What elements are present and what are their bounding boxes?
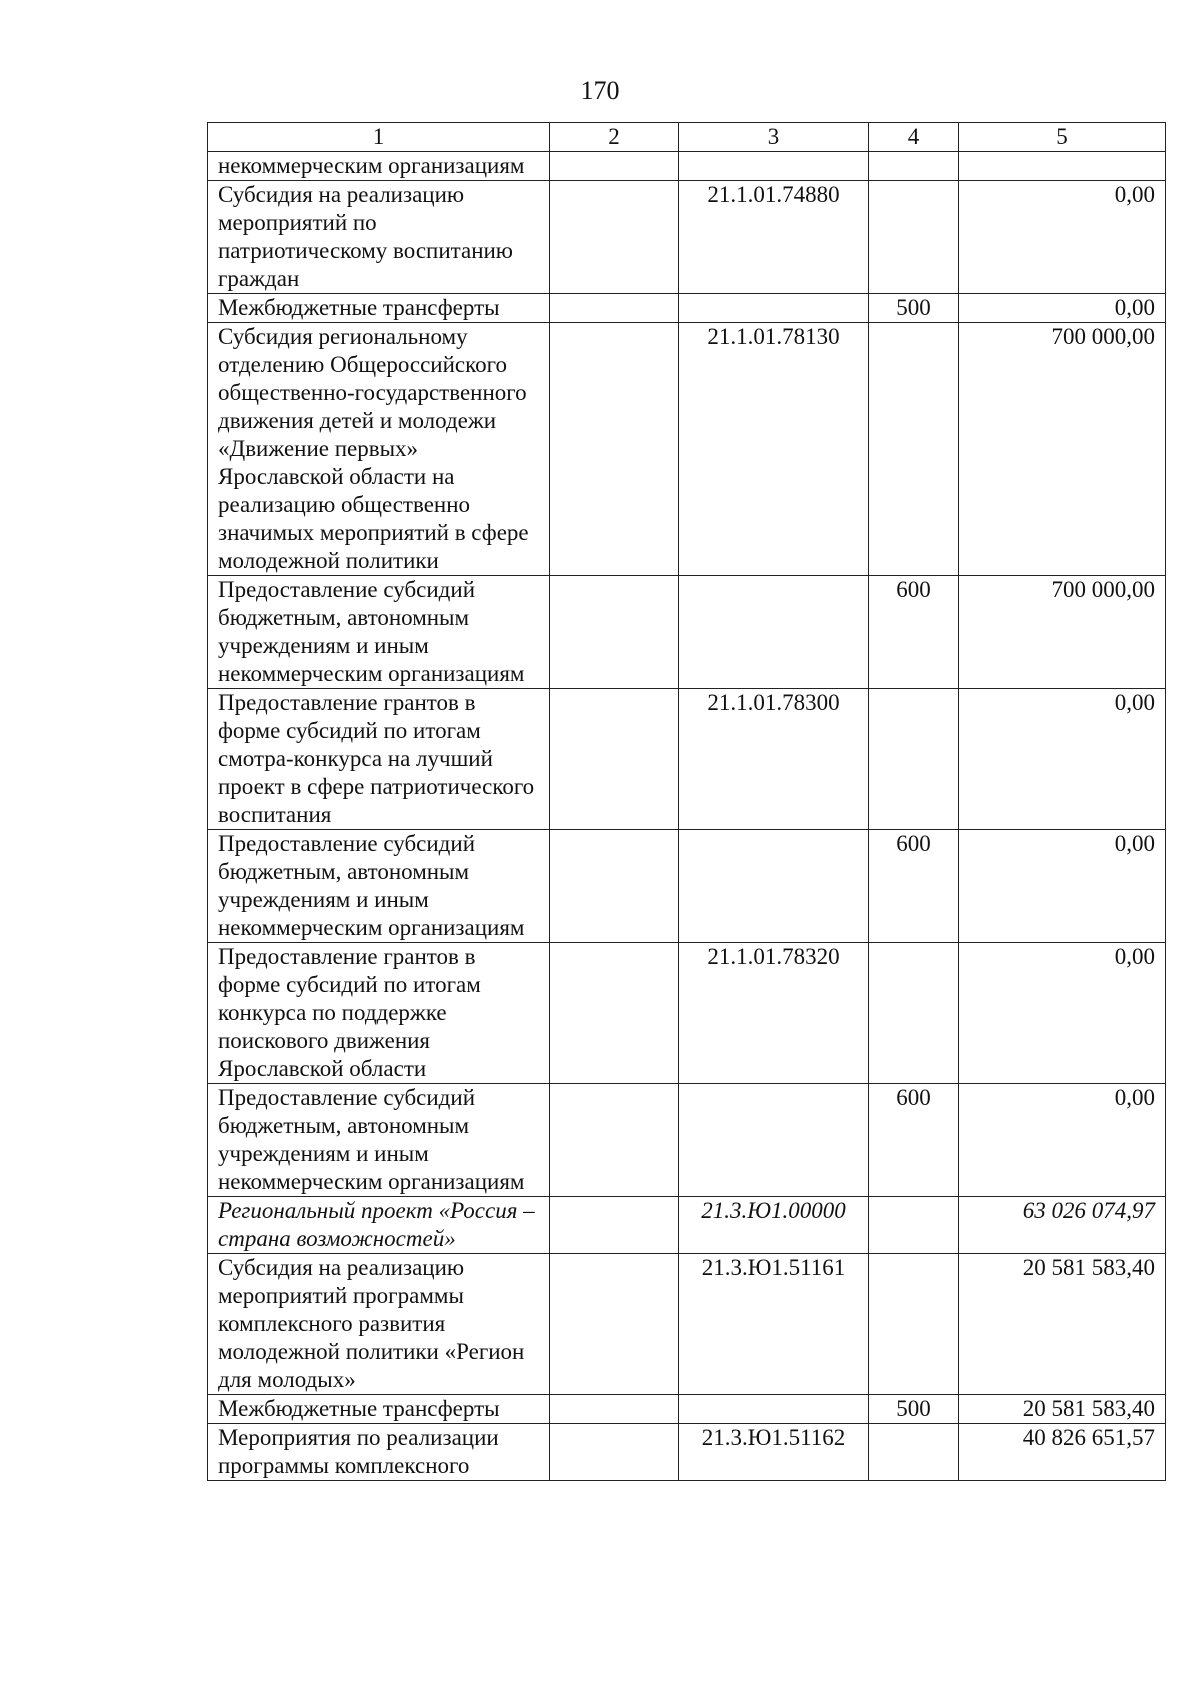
cell-name: Межбюджетные трансферты — [208, 294, 550, 323]
cell-expense-type — [869, 1424, 959, 1481]
table-row — [208, 830, 1166, 943]
cell-name: Предоставление субсидий бюджетным, автономным учреждениям и иным некоммерческим организациям — [208, 830, 550, 943]
cell-amount: 20 581 583,40 — [959, 1254, 1166, 1395]
column-header-2: 2 — [550, 123, 679, 152]
header-row — [208, 123, 1166, 152]
cell-name: Региональный проект «Россия – страна возможностей» — [208, 1197, 550, 1254]
cell-section — [550, 1424, 679, 1481]
cell-expense-type — [869, 323, 959, 576]
cell-amount: 700 000,00 — [959, 576, 1166, 689]
cell-target-code — [679, 1084, 869, 1197]
table-row — [208, 576, 1166, 689]
cell-amount: 40 826 651,57 — [959, 1424, 1166, 1481]
page-number: 170 — [580, 76, 620, 105]
cell-section — [550, 1254, 679, 1395]
table-row — [208, 1197, 1166, 1254]
table-row — [208, 1254, 1166, 1395]
cell-section — [550, 294, 679, 323]
cell-name: Предоставление субсидий бюджетным, автономным учреждениям и иным некоммерческим организациям — [208, 1084, 550, 1197]
cell-amount: 0,00 — [959, 943, 1166, 1084]
cell-expense-type — [869, 1254, 959, 1395]
cell-amount: 0,00 — [959, 294, 1166, 323]
cell-expense-type — [869, 689, 959, 830]
cell-name: Мероприятия по реализации программы комплексного — [208, 1424, 550, 1481]
column-header-1: 1 — [208, 123, 550, 152]
cell-section — [550, 323, 679, 576]
column-header-4: 4 — [869, 123, 959, 152]
cell-name: Субсидия на реализацию мероприятий по патриотическому воспитанию граждан — [208, 181, 550, 294]
cell-expense-type — [869, 152, 959, 181]
cell-target-code — [679, 576, 869, 689]
cell-amount: 0,00 — [959, 181, 1166, 294]
table-row — [208, 1084, 1166, 1197]
cell-section — [550, 576, 679, 689]
cell-target-code: 21.1.01.78130 — [679, 323, 869, 576]
cell-name: Субсидия на реализацию мероприятий программы комплексного развития молодежной политики «Регион для молодых» — [208, 1254, 550, 1395]
cell-section — [550, 1395, 679, 1424]
cell-amount: 700 000,00 — [959, 323, 1166, 576]
cell-name: Предоставление субсидий бюджетным, автономным учреждениям и иным некоммерческим организациям — [208, 576, 550, 689]
cell-name: Предоставление грантов в форме субсидий по итогам конкурса по поддержке поискового движения Ярославской области — [208, 943, 550, 1084]
cell-expense-type — [869, 943, 959, 1084]
table-body — [208, 123, 1166, 1481]
table-row — [208, 323, 1166, 576]
table-row — [208, 943, 1166, 1084]
cell-target-code: 21.3.Ю1.00000 — [679, 1197, 869, 1254]
cell-expense-type: 600 — [869, 1084, 959, 1197]
table-row — [208, 181, 1166, 294]
cell-amount: 0,00 — [959, 830, 1166, 943]
cell-target-code: 21.3.Ю1.51162 — [679, 1424, 869, 1481]
cell-target-code: 21.1.01.78300 — [679, 689, 869, 830]
table-row — [208, 152, 1166, 181]
cell-name: Межбюджетные трансферты — [208, 1395, 550, 1424]
cell-target-code: 21.3.Ю1.51161 — [679, 1254, 869, 1395]
cell-target-code: 21.1.01.78320 — [679, 943, 869, 1084]
cell-expense-type: 600 — [869, 576, 959, 689]
cell-expense-type — [869, 1197, 959, 1254]
cell-section — [550, 689, 679, 830]
table-row — [208, 1395, 1166, 1424]
cell-section — [550, 830, 679, 943]
cell-target-code — [679, 830, 869, 943]
cell-section — [550, 181, 679, 294]
budget-table — [207, 122, 1166, 1481]
cell-name: Субсидия региональному отделению Общероссийского общественно-государственного движения детей и молодежи «Движение первых» Ярославской области на реализацию общественно значимых мероприятий в сфере молодежной политики — [208, 323, 550, 576]
column-header-5: 5 — [959, 123, 1166, 152]
cell-amount: 63 026 074,97 — [959, 1197, 1166, 1254]
cell-section — [550, 1084, 679, 1197]
cell-amount: 0,00 — [959, 689, 1166, 830]
cell-name: некоммерческим организациям — [208, 152, 550, 181]
column-header-3: 3 — [679, 123, 869, 152]
cell-section — [550, 1197, 679, 1254]
cell-section — [550, 943, 679, 1084]
cell-expense-type: 500 — [869, 1395, 959, 1424]
cell-expense-type: 500 — [869, 294, 959, 323]
table-row — [208, 1424, 1166, 1481]
table-row — [208, 689, 1166, 830]
cell-amount: 0,00 — [959, 1084, 1166, 1197]
cell-section — [550, 152, 679, 181]
cell-expense-type — [869, 181, 959, 294]
table-row — [208, 294, 1166, 323]
cell-target-code — [679, 152, 869, 181]
cell-amount: 20 581 583,40 — [959, 1395, 1166, 1424]
cell-expense-type: 600 — [869, 830, 959, 943]
cell-target-code — [679, 1395, 869, 1424]
cell-name: Предоставление грантов в форме субсидий по итогам смотра-конкурса на лучший проект в сфере патриотического воспитания — [208, 689, 550, 830]
cell-target-code — [679, 294, 869, 323]
cell-amount — [959, 152, 1166, 181]
cell-target-code: 21.1.01.74880 — [679, 181, 869, 294]
